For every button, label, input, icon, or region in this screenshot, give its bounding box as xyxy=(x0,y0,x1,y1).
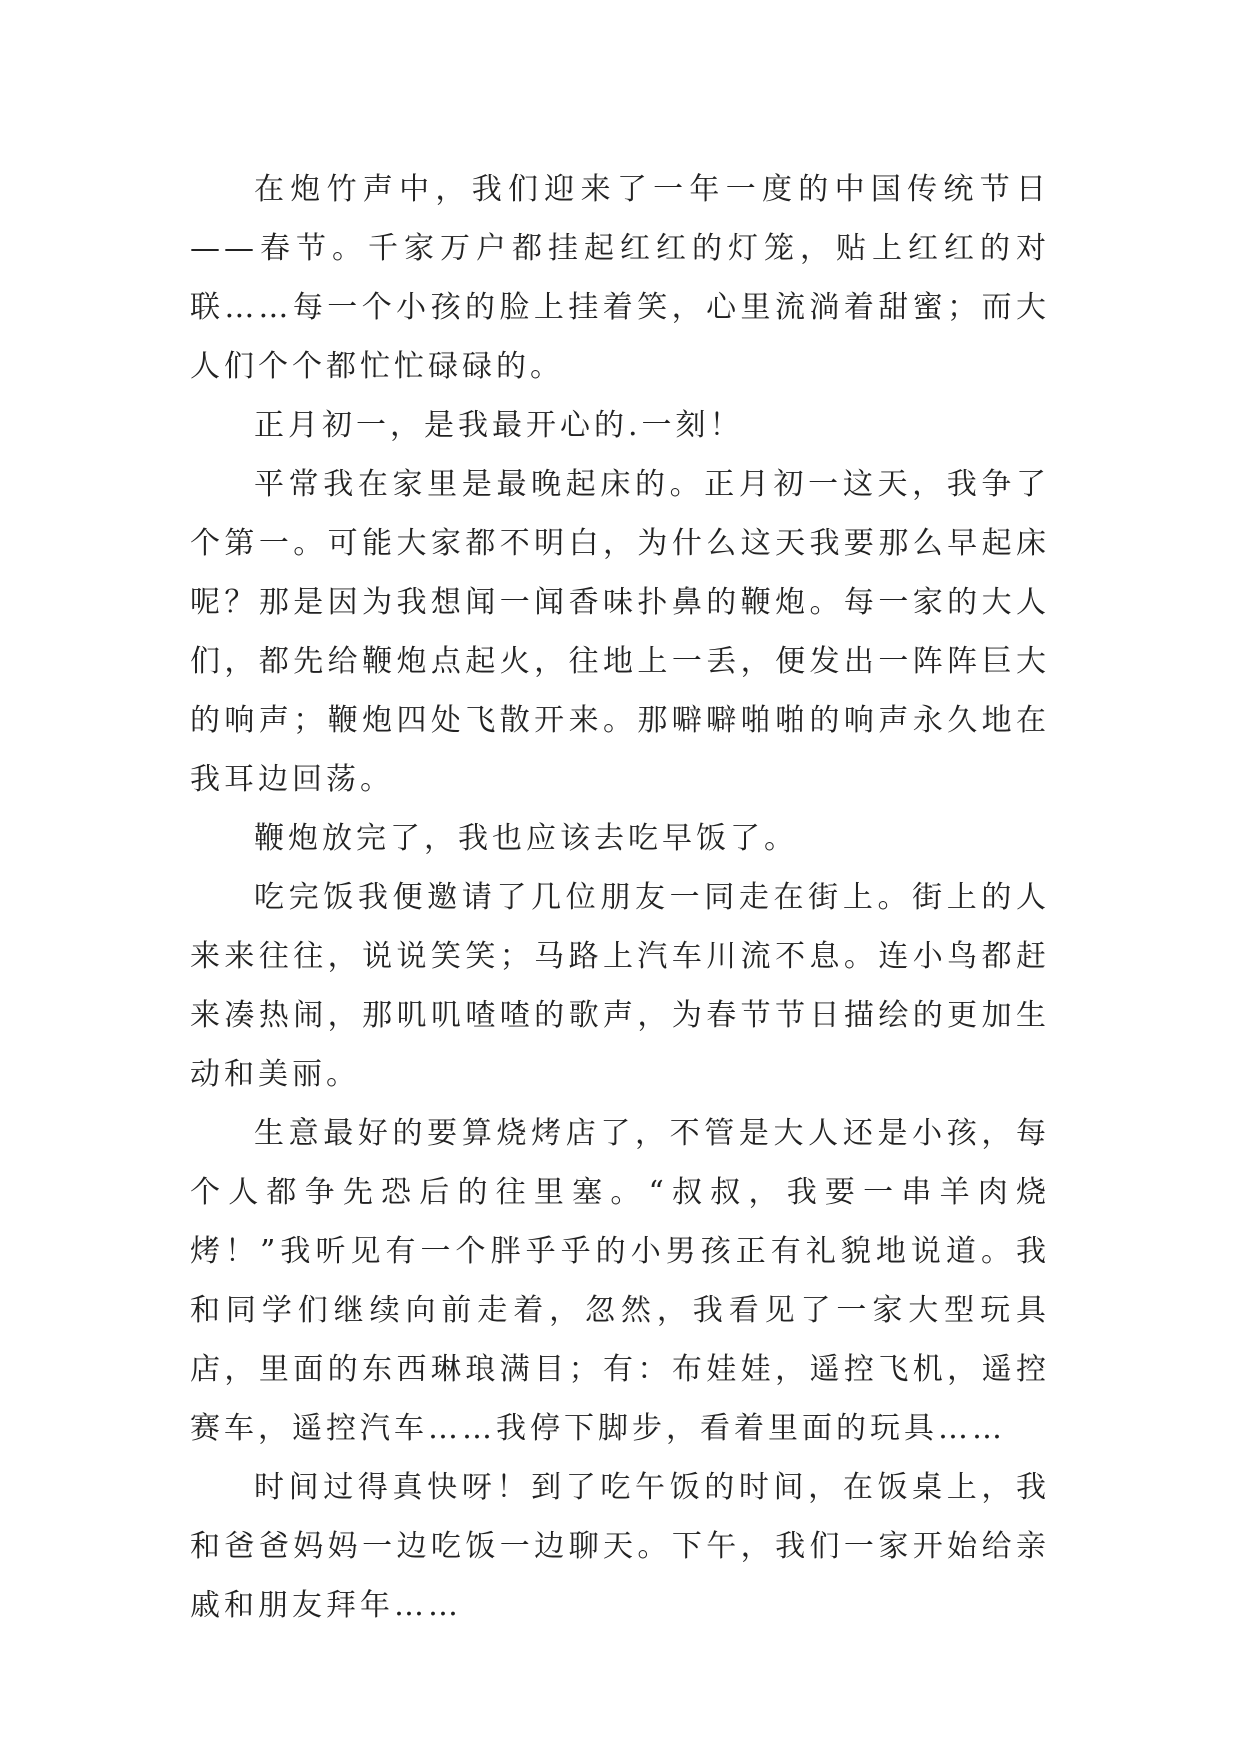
paragraph: 时间过得真快呀！到了吃午饭的时间，在饭桌上，我和爸爸妈妈一边吃饭一边聊天。下午，我们一家开始给亲戚和朋友拜年…… xyxy=(190,1470,1050,1623)
paragraph: 生意最好的要算烧烤店了，不管是大人还是小孩，每个人都争先恐后的往里塞。“叔叔，我要一串羊肉烧烤！”我听见有一个胖乎乎的小男孩正有礼貌地说道。我和同学们继续向前走着，忽然，我看见了一家大型玩具店，里面的东西琳琅满目；有：布娃娃，遥控飞机，遥控赛车，遥控汽车……我停下脚步，看着里面的玩具…… xyxy=(190,1116,1050,1446)
paragraph: 鞭炮放完了，我也应该去吃早饭了。 xyxy=(254,821,798,856)
paragraph: 正月初一，是我最开心的.一刻！ xyxy=(254,408,744,443)
paragraph: 在炮竹声中，我们迎来了一年一度的中国传统节日——春节。千家万户都挂起红红的灯笼，贴上红红的对联……每一个小孩的脸上挂着笑，心里流淌着甜蜜；而大人们个个都忙忙碌碌的。 xyxy=(190,172,1050,384)
paragraph: 吃完饭我便邀请了几位朋友一同走在街上。街上的人来来往往，说说笑笑；马路上汽车川流不息。连小鸟都赶来凑热闹，那叽叽喳喳的歌声，为春节节日描绘的更加生动和美丽。 xyxy=(190,880,1050,1092)
essay-body xyxy=(190,160,1050,1635)
paragraph: 平常我在家里是最晚起床的。正月初一这天，我争了个第一。可能大家都不明白，为什么这天我要那么早起床呢？那是因为我想闻一闻香味扑鼻的鞭炮。每一家的大人们，都先给鞭炮点起火，往地上一丢，便发出一阵阵巨大的响声；鞭炮四处飞散开来。那噼噼啪啪的响声永久地在我耳边回荡。 xyxy=(190,467,1050,797)
